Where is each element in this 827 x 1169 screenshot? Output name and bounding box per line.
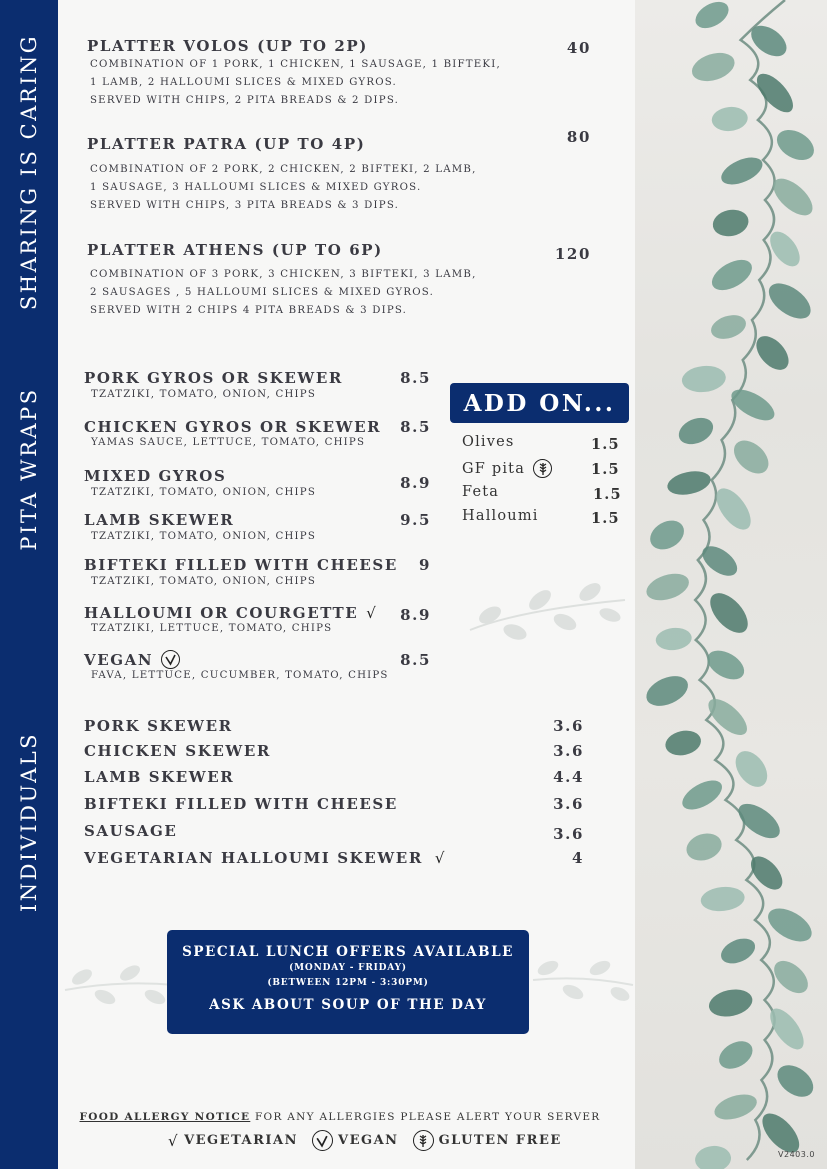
vegetarian-icon: √: [366, 604, 378, 622]
platter-price: 40: [566, 39, 591, 57]
soup-of-the-day: ASK ABOUT SOUP OF THE DAY: [209, 997, 487, 1013]
gluten-free-icon: [413, 1130, 434, 1151]
leaf-shape: [691, 0, 733, 34]
leaf-shape: [642, 670, 693, 712]
platter-description: COMBINATION OF 3 PORK, 3 CHICKEN, 3 BIFTEKI, 3 LAMB, 2 SAUSAGES , 5 HALLOUMI SLICES & MIXED GYROS. SERVED WITH 2 CHIPS 4 PITA BREADS & 3 DIPS.: [90, 269, 477, 316]
leaf-shape: [710, 207, 751, 240]
leaf-shape: [665, 468, 713, 499]
add-on-item-name: Feta: [462, 484, 500, 500]
wrap-title: LAMB SKEWER: [84, 511, 235, 529]
leaf-shape: [645, 515, 689, 556]
platter-description: COMBINATION OF 1 PORK, 1 CHICKEN, 1 SAUSAGE, 1 BIFTEKI, 1 LAMB, 2 HALLOUMI SLICES & MIXED GYROS. SERVED WITH CHIPS, 2 PITA BREADS & 2 DIPS.: [90, 59, 501, 106]
eucalyptus-leaf-panel: [635, 0, 827, 1169]
allergy-notice-text: FOR ANY ALLERGIES PLEASE ALERT YOUR SERVER: [250, 1111, 601, 1123]
platter-price: 80: [566, 128, 591, 146]
leaf-shape: [643, 569, 692, 605]
leaf-shape: [768, 955, 814, 1000]
individual-price: 3.6: [553, 717, 584, 735]
wrap-title: CHICKEN GYROS OR SKEWER: [84, 418, 382, 436]
individual-price: 3.6: [553, 795, 584, 813]
platter-title: PLATTER ATHENS (UP TO 6P): [87, 241, 383, 259]
lunch-offer-hours: (BETWEEN 12PM - 3:30PM): [267, 978, 429, 988]
wrap-price: 9: [418, 556, 431, 574]
wrap-description: TZATZIKI, TOMATO, ONION, CHIPS: [91, 531, 317, 542]
leaf-shape: [655, 626, 693, 652]
leaf-shape: [708, 311, 749, 343]
platter-title: PLATTER PATRA (UP TO 4P): [87, 135, 366, 153]
wrap-price: 8.5: [400, 651, 431, 669]
individual-title: CHICKEN SKEWER: [84, 742, 271, 760]
leaf-shape: [733, 797, 786, 845]
allergy-notice-heading: FOOD ALLERGY NOTICE: [79, 1111, 251, 1123]
lunch-offer-box: [167, 930, 529, 1034]
leaf-shape: [683, 829, 725, 865]
vegan-icon: [312, 1130, 333, 1151]
vegetarian-icon: √: [168, 1131, 180, 1150]
wrap-price: 9.5: [400, 511, 431, 529]
faded-leaf-sprig: [460, 570, 635, 650]
leaf-shape: [700, 885, 746, 913]
legend-vegan-label: VEGAN: [337, 1133, 399, 1148]
platter-title: PLATTER VOLOS (UP TO 2P): [87, 37, 369, 55]
leaf-shape: [706, 986, 754, 1021]
leaf-shape: [729, 745, 774, 793]
leaf-shape: [694, 1144, 733, 1169]
wrap-description: TZATZIKI, LETTUCE, TOMATO, CHIPS: [91, 623, 333, 634]
leaf-shape: [711, 105, 749, 133]
individual-title: PORK SKEWER: [84, 717, 233, 735]
vegetarian-icon: √: [434, 849, 447, 867]
wrap-description: FAVA, LETTUCE, CUCUMBER, TOMATO, CHIPS: [91, 670, 389, 681]
individual-price: 3.6: [553, 825, 584, 843]
wrap-description: TZATZIKI, TOMATO, ONION, CHIPS: [91, 576, 317, 587]
individual-title-row: [84, 849, 446, 867]
leaf-shape: [697, 540, 742, 581]
leaf-shape: [663, 728, 703, 759]
section-label-individuals: INDIVIDUALS: [17, 731, 41, 913]
individual-title: BIFTEKI FILLED WITH CHEESE: [84, 795, 398, 813]
add-on-item-name: GF pita: [462, 460, 526, 477]
add-on-heading: ADD ON...: [450, 383, 629, 423]
legend-vegetarian-label: VEGETARIAN: [184, 1133, 298, 1148]
sidebar: [0, 0, 58, 1169]
faded-leaf-sprig-right: [528, 950, 635, 1010]
legend-gluten-free-label: GLUTEN FREE: [438, 1133, 562, 1148]
wrap-description: YAMAS SAUCE, LETTUCE, TOMATO, CHIPS: [91, 437, 366, 448]
legend-vegetarian: [168, 1132, 298, 1150]
section-label-pita-wraps: PITA WRAPS: [17, 387, 41, 551]
lunch-offer-title: SPECIAL LUNCH OFFERS AVAILABLE: [182, 944, 514, 960]
diet-legend: [168, 1130, 568, 1151]
faded-leaf-sprig-left: [60, 955, 180, 1015]
individual-title: SAUSAGE: [84, 822, 178, 840]
wrap-price: 8.5: [400, 369, 431, 387]
leaf-shape: [717, 152, 766, 190]
add-on-item-price: 1.5: [591, 461, 620, 478]
eucalyptus-vine-illustration: [635, 0, 827, 1169]
leaf-shape: [717, 934, 759, 969]
leaf-shape: [714, 1036, 757, 1075]
wrap-title: BIFTEKI FILLED WITH CHEESE: [84, 556, 398, 574]
add-on-item-name: Olives: [462, 434, 515, 450]
leaf-shape: [711, 1090, 760, 1125]
allergy-notice: [0, 1111, 680, 1123]
wrap-title: MIXED GYROS: [84, 467, 227, 485]
individual-price: 4.4: [553, 768, 584, 786]
leaf-shape: [702, 645, 749, 686]
wrap-price: 8.9: [400, 606, 431, 624]
platter-description: COMBINATION OF 2 PORK, 2 CHICKEN, 2 BIFTEKI, 2 LAMB, 1 SAUSAGE, 3 HALLOUMI SLICES & MIXED GYROS. SERVED WITH CHIPS, 3 PITA BREADS & 3 DIPS.: [90, 164, 477, 211]
wrap-title: HALLOUMI OR COURGETTE: [84, 604, 359, 622]
add-on-item-name: Halloumi: [462, 508, 539, 524]
lunch-offer-days: (MONDAY - FRIDAY): [289, 963, 407, 973]
leaf-shape: [707, 254, 757, 297]
legend-vegan: [312, 1130, 399, 1151]
wrap-price: 8.9: [400, 474, 431, 492]
add-on-item-price: 1.5: [591, 436, 620, 453]
wrap-description: TZATZIKI, TOMATO, ONION, CHIPS: [91, 487, 317, 498]
leaf-shape: [772, 1059, 820, 1104]
leaf-shape: [703, 586, 754, 639]
wrap-price: 8.5: [400, 418, 431, 436]
leaf-shape: [688, 48, 738, 86]
leaf-shape: [681, 364, 727, 394]
gluten-free-icon: [533, 459, 552, 478]
wrap-title: PORK GYROS OR SKEWER: [84, 369, 343, 387]
leaf-shape: [728, 434, 775, 480]
leaf-shape: [678, 774, 727, 815]
leaf-shape: [746, 20, 792, 63]
leaf-shape: [772, 124, 820, 167]
individual-price: 3.6: [553, 742, 584, 760]
wrap-title: VEGAN: [84, 650, 154, 669]
individual-title: LAMB SKEWER: [84, 768, 235, 786]
leaf-shape: [751, 68, 799, 118]
wrap-description: TZATZIKI, TOMATO, ONION, CHIPS: [91, 389, 317, 400]
add-on-item-row: [462, 459, 552, 478]
version-code: V2403.0: [778, 1150, 815, 1159]
individual-price: 4: [571, 849, 584, 867]
section-label-sharing: SHARING IS CARING: [17, 33, 41, 311]
leaf-shape: [763, 276, 817, 325]
leaf-shape: [675, 413, 718, 450]
individual-title: VEGETARIAN HALLOUMI SKEWER: [84, 849, 423, 867]
add-on-item-price: 1.5: [591, 510, 620, 527]
platter-price: 120: [554, 245, 591, 263]
legend-gluten-free: [413, 1130, 562, 1151]
add-on-item-price: 1.5: [593, 486, 622, 503]
